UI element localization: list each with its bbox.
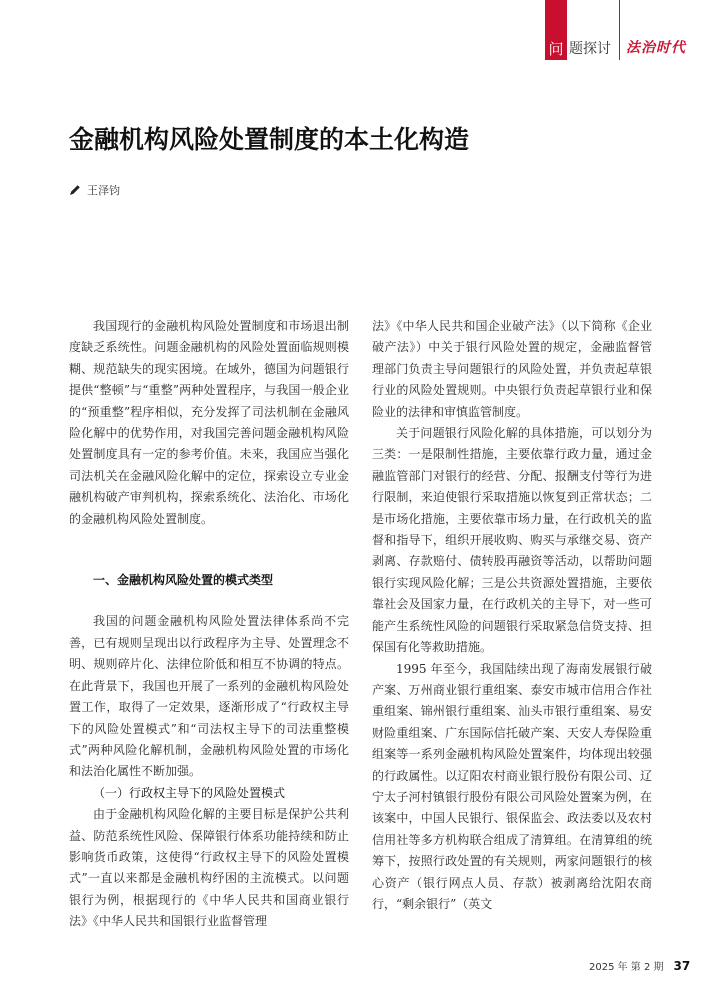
section-label: 题探讨 [569, 41, 611, 57]
paragraph: 我国现行的金融机构风险处置制度和市场退出制度缺乏系统性。问题金融机构的风险处置面临规则模糊、规范缺失的现实困境。在域外，德国为问题银行提供“整顿”与“重整”两种处置程序，与我国一般企业的“预重整”程序相似，充分发挥了司法机制在金融风险化解中的优势作用，对我国完善问题金融机构风险处置制度具有一定的参考价值。未来，我国应当强化司法机关在金融风险化解中的定位，探索设立专业金融机构破产审判机构，探索系统化、法治化、市场化的金融机构风险处置制度。 [69, 319, 349, 526]
article-title: 金融机构风险处置制度的本土化构造 [69, 125, 470, 154]
paragraph: 法》《中华人民共和国企业破产法》（以下简称《企业破产法》）中关于银行风险处置的规定，金融监督管理部门负责主导问题银行的风险处置，并负责起草银行业的风险处置规则。中央银行负责起草银行业和保险业的法律和审慎监管制度。 [372, 319, 652, 419]
paragraph: 由于金融机构风险化解的主要目标是保护公共利益、防范系统性风险、保障银行体系功能持续和防止影响货币政策，这使得“行政权主导下的风险处置模式”一直以来都是金融机构纾困的主流模式。以问题银行为例，根据现行的《中华人民共和国商业银行法》《中华人民共和国银行业监督管理 [69, 807, 349, 929]
page-number: 37 [673, 959, 691, 973]
issue-info: 2025 年 第 2 期 [589, 962, 664, 973]
page-footer [589, 958, 690, 973]
subsection-heading: （一）行政权主导下的风险处置模式 [93, 785, 286, 800]
section-heading: 一、金融机构风险处置的模式类型 [93, 573, 274, 588]
right-column [372, 316, 652, 915]
magazine-logo: 法治时代 [626, 40, 686, 56]
byline [69, 182, 120, 198]
paragraph: 我国的问题金融机构风险处置法律体系尚不完善，已有规则呈现出以行政程序为主导、处置理念不明、规则碎片化、法律位阶低和相互不协调的特点。在此背景下，我国也开展了一系列的金融机构风险处置工作，取得了一定效果，逐渐形成了“行政权主导下的风险处置模式”和“司法权主导下的司法重整模式”两种风险化解机制，金融机构风险处置的市场化和法治化属性不断加强。 [69, 614, 349, 779]
section-label-first-char: 问 [545, 0, 567, 60]
paragraph: 1995 年至今，我国陆续出现了海南发展银行破产案、万州商业银行重组案、泰安市城市信用合作社重组案、锦州银行重组案、汕头市银行重组案、易安财险重组案、广东国际信托破产案、天安人寿保险重组案等一系列金融机构风险处置案件，均体现出较强的行政属性。以辽阳农村商业银行股份有限公司、辽宁太子河村镇银行股份有限公司风险处置案为例，在该案中，中国人民银行、银保监会、政法委以及农村信用社等多方机构联合组成了清算组。在清算组的统筹下，按照行政处置的有关规则，两家问题银行的核心资产（银行网点人员、存款）被剥离给沈阳农商行，“剩余银行”（英文 [372, 661, 652, 911]
pen-icon [69, 184, 81, 196]
author-name: 王泽钧 [87, 184, 120, 197]
header-divider [619, 0, 620, 60]
paragraph: 关于问题银行风险化解的具体措施，可以划分为三类：一是限制性措施，主要依靠行政力量，通过金融监管部门对银行的经营、分配、报酬支付等行为进行限制，来迫使银行采取措施以恢复到正常状态；二是市场化措施，主要依靠市场力量，在行政机关的监督和指导下，组织开展收购、购买与承继交易、资产剥离、存款赔付、债转股再融资等活动，以帮助问题银行实现风险化解；三是公共资源处置措施，主要依靠社会及国家力量，在行政机关的主导下，对一些可能产生系统性风险的问题银行采取紧急信贷支持、担保国有化等救助措施。 [372, 426, 652, 655]
left-column [69, 316, 349, 933]
